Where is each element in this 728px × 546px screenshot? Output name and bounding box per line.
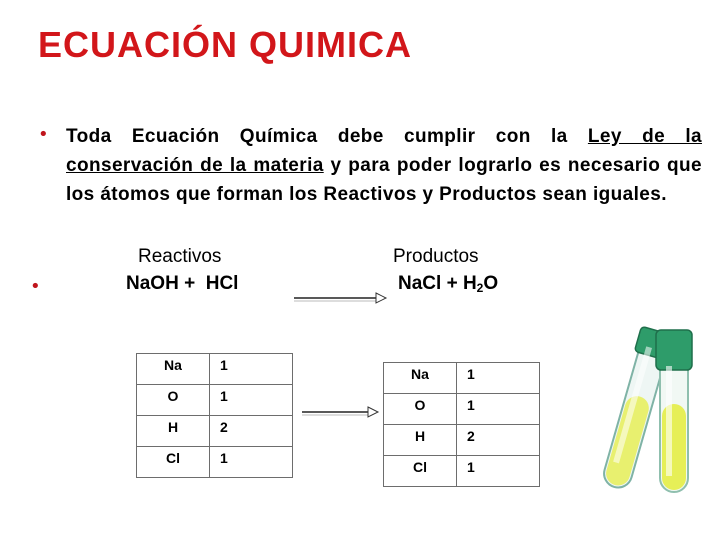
atom-count: 1	[457, 456, 540, 487]
table-row	[384, 425, 540, 456]
reactants-atom-table	[136, 353, 293, 478]
atom-count: 2	[457, 425, 540, 456]
slide-title: ECUACIÓN QUIMICA	[38, 24, 412, 65]
products-atom-table	[383, 362, 540, 487]
body-paragraph	[66, 122, 702, 209]
atom-symbol: O	[137, 385, 210, 416]
products-formula-prefix: NaCl + H	[398, 273, 477, 294]
test-tube-icon	[596, 326, 726, 496]
reactants-label: Reactivos	[138, 246, 222, 267]
reactants-equation: NaOH + HCl	[126, 273, 239, 294]
table-row	[137, 385, 293, 416]
table-row	[137, 416, 293, 447]
atom-symbol: Na	[137, 354, 210, 385]
atom-symbol: Cl	[137, 447, 210, 478]
bullet-icon: •	[38, 124, 49, 145]
table-row	[137, 447, 293, 478]
atom-symbol: Na	[384, 363, 457, 394]
reaction-arrow-icon	[292, 290, 388, 306]
table-row	[384, 456, 540, 487]
water-subscript: 2	[476, 281, 484, 295]
law-link-text: Ley de la conservación de la materia	[66, 126, 703, 176]
atom-count: 1	[210, 354, 293, 385]
bullet-icon: •	[30, 276, 41, 297]
table-row	[384, 394, 540, 425]
atom-symbol: H	[384, 425, 457, 456]
paragraph-text-2: y para poder lograrlo es necesario que los átomos que forman los Reactivos y Productos sean iguales.	[66, 155, 702, 205]
atom-count: 1	[457, 363, 540, 394]
paragraph-text-1: Toda Ecuación Química debe cumplir con la	[66, 126, 588, 147]
table-row	[384, 363, 540, 394]
products-label: Productos	[393, 246, 479, 267]
atom-symbol: H	[137, 416, 210, 447]
atom-count: 1	[210, 385, 293, 416]
atom-count: 1	[457, 394, 540, 425]
products-formula-suffix: O	[483, 273, 499, 294]
atom-count: 1	[210, 447, 293, 478]
products-equation	[398, 273, 498, 295]
atom-symbol: O	[384, 394, 457, 425]
table-arrow-icon	[300, 404, 380, 420]
table-row	[137, 354, 293, 385]
atom-symbol: Cl	[384, 456, 457, 487]
atom-count: 2	[210, 416, 293, 447]
